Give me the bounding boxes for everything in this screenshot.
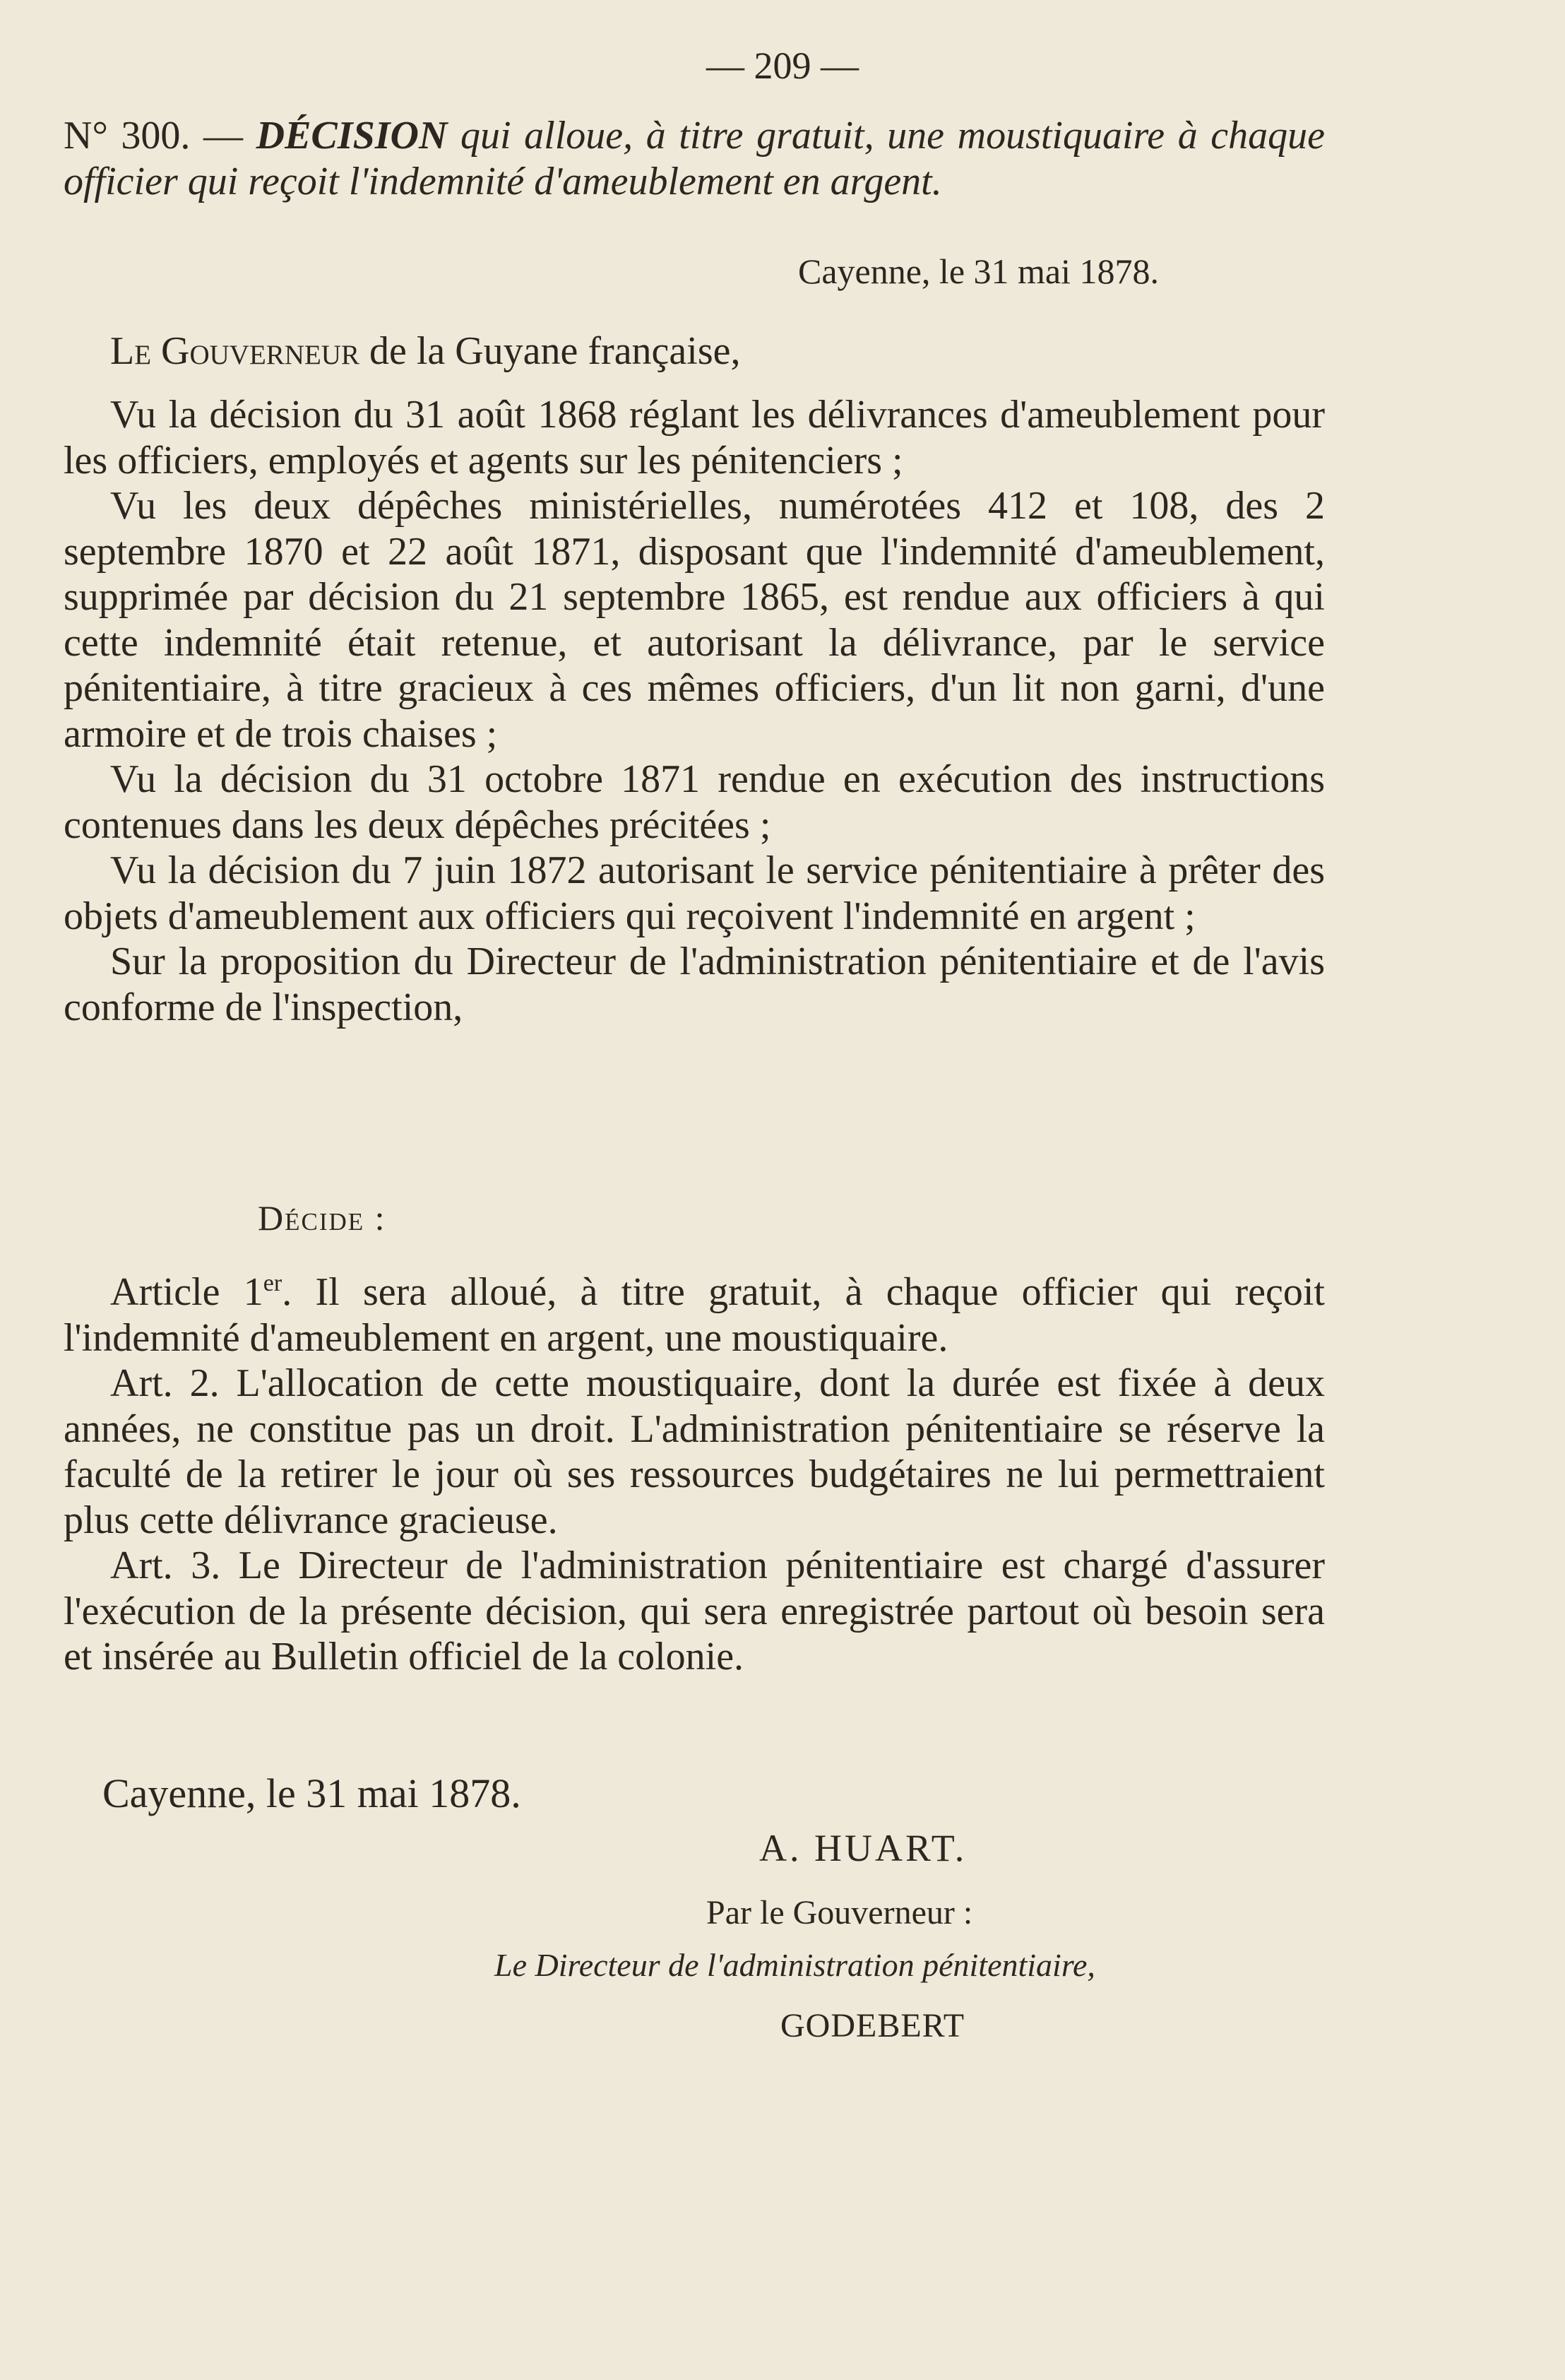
page-number: — 209 — (706, 45, 859, 87)
decision-number: N° 300. — (64, 114, 244, 158)
governor-line (64, 328, 1325, 374)
considerant-paragraph: Vu la décision du 31 octobre 1871 rendue en exécution des instructions contenues dans les deux dépêches précitées ; (64, 757, 1325, 847)
article-1-superscript: er (263, 1270, 282, 1296)
considerant-paragraph: Vu les deux dépêches ministérielles, numérotées 412 et 108, des 2 septembre 1870 et 22 août 1871, disposant que l'indemnité d'ameublement, supprimée par décision du 21 septembre 1865, est rendue aux officiers à qui cette indemnité était retenue, et autorisant la délivrance, par le service pénitentiaire, à titre gracieux à ces mêmes officiers, d'un lit non garni, d'une armoire et de trois chaises ; (64, 484, 1325, 756)
countersignature: GODEBERT (780, 2007, 965, 2044)
considerant-paragraph: Vu la décision du 7 juin 1872 autorisant le service pénitentiaire à prêter des objets d'ameublement aux officiers qui reçoivent l'indemnité en argent ; (64, 848, 1325, 938)
decide-heading: Décide : (258, 1198, 386, 1238)
article-1-text: . Il sera alloué, à titre gratuit, à chaque officier qui reçoit l'indemnité d'ameublement en argent, une moustiquaire. (64, 1270, 1325, 1360)
directeur-title: Le Directeur de l'administration pénitentiaire, (494, 1947, 1095, 1983)
decision-heading (64, 113, 1325, 204)
considerant-paragraph: Sur la proposition du Directeur de l'administration pénitentiaire et de l'avis conforme de l'inspection, (64, 940, 1325, 1029)
article-2: Art. 2. L'allocation de cette moustiquaire, dont la durée est fixée à deux années, ne constitue pas un droit. L'administration pénitentiaire se réserve la faculté de la retirer le jour où ses ressources budgétaires ne lui permettraient plus cette délivrance gracieuse. (64, 1361, 1325, 1542)
decision-word: DÉCISION (256, 114, 448, 158)
governor-signature: A. HUART. (759, 1827, 968, 1869)
place-date-top: Cayenne, le 31 mai 1878. (798, 251, 1159, 291)
article-3: Art. 3. Le Directeur de l'administration pénitentiaire est chargé d'assurer l'exécution de la présente décision, qui sera enregistrée partout où besoin sera et insérée au Bulletin officiel de la colonie. (64, 1544, 1325, 1679)
governor-rest: de la Guyane française, (359, 329, 741, 373)
par-le-gouverneur: Par le Gouverneur : (706, 1894, 973, 1931)
considerants-section (64, 392, 1325, 1030)
governor-title: Gouverneur (161, 329, 359, 373)
article-1 (64, 1261, 1325, 1361)
articles-section (64, 1261, 1325, 1680)
decision-title: qui alloue, à titre gratuit, une moustiquaire à chaque officier qui reçoit l'indemnité d'ameublement en argent. (64, 114, 1326, 203)
governor-le: Le (110, 329, 152, 373)
article-1-label: Article 1 (110, 1270, 263, 1314)
closing-date: Cayenne, le 31 mai 1878. (102, 1770, 521, 1816)
considerant-paragraph: Vu la décision du 31 août 1868 réglant les délivrances d'ameublement pour les officiers, employés et agents sur les pénitenciers ; (64, 393, 1325, 482)
